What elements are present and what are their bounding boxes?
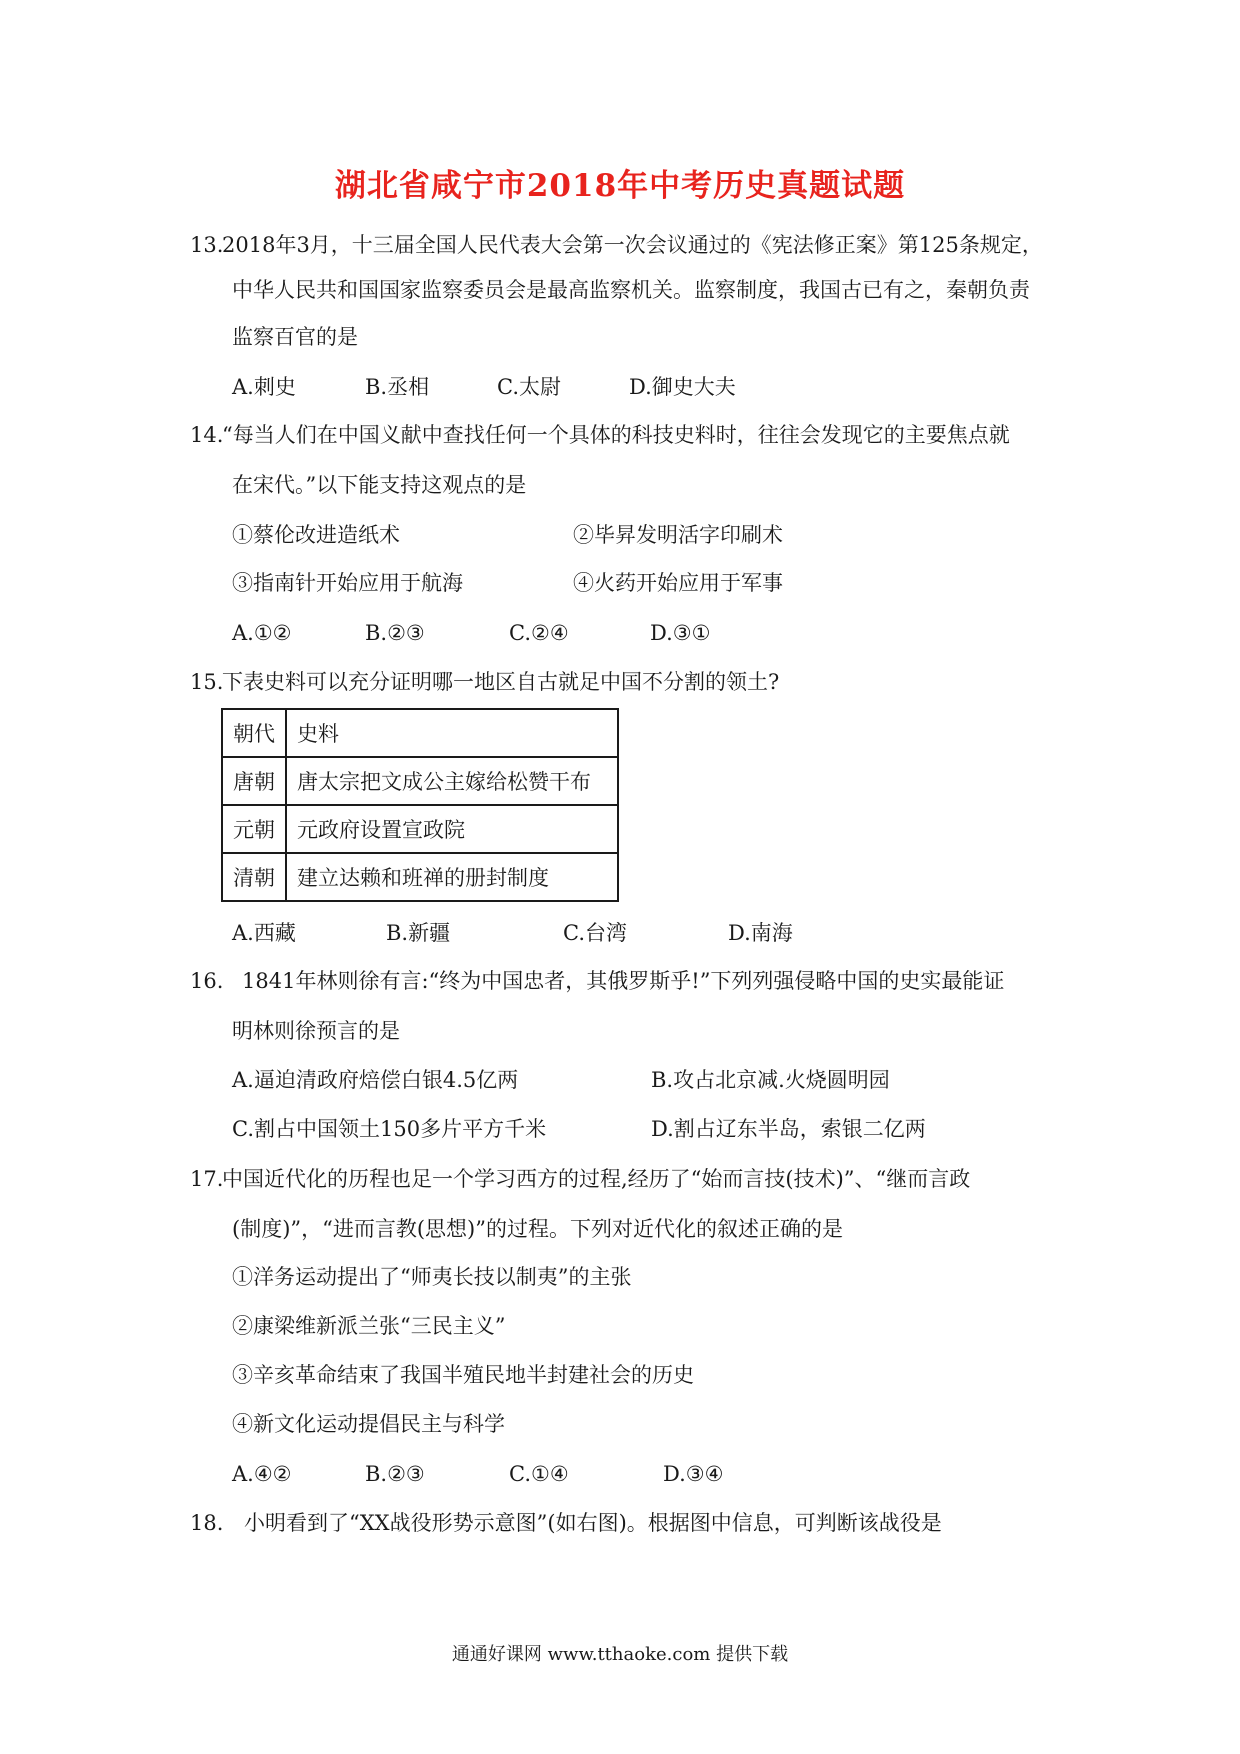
footer-download-note: 通通好课网 www.tthaoke.com 提供下载 — [451, 1644, 789, 1665]
question-text-line: 中华人民共和国国家监察委员会是最高监察机关。监察制度，我国古已有之，秦朝负责 — [232, 278, 1030, 302]
statement-item: ①洋务运动提出了“师夷长技以制夷”的主张 — [232, 1265, 632, 1289]
table-header: 朝代 — [222, 709, 286, 757]
option-b: B.②③ — [365, 1462, 425, 1486]
option-b: B.丞相 — [365, 375, 430, 399]
question-text-line: (制度)”，“进而言教(思想)”的过程。下列对近代化的叙述正确的是 — [232, 1217, 843, 1241]
option-d: D.③④ — [663, 1462, 724, 1486]
question-text-line: 1841年林则徐有言:“终为中国忠者，其俄罗斯乎!”下列列强侵略中国的史实最能证 — [242, 969, 1005, 993]
question-text-line: 在宋代。”以下能支持这观点的是 — [232, 473, 527, 497]
page-title: 湖北省咸宁市2018年中考历史真题试题 — [334, 168, 906, 204]
question-text-line: 下表史料可以充分证明哪一地区自古就足中国不分割的领土? — [222, 670, 780, 694]
option-c: C.②④ — [509, 621, 569, 645]
option-d: D.③① — [650, 621, 711, 645]
option-a: A.西藏 — [232, 921, 296, 945]
table-header: 史料 — [286, 709, 618, 757]
table-cell: 元朝 — [222, 805, 286, 853]
question-number: 15. — [190, 670, 224, 694]
question-number: 18. — [190, 1511, 224, 1535]
question-number: 16. — [190, 969, 224, 993]
question-text-line: 明林则徐预言的是 — [232, 1019, 400, 1043]
option-a: A.①② — [232, 621, 292, 645]
question-number: 14. — [190, 423, 224, 447]
source-table — [221, 708, 619, 902]
statement-item: ③辛亥革命结束了我国半殖民地半封建社会的历史 — [232, 1363, 694, 1387]
option-d: D.南海 — [728, 921, 793, 945]
question-text-line: 2018年3月，十三届全国人民代表大会第一次会议通过的《宪法修正案》第125条规定， — [222, 233, 1043, 257]
option-c: C.太尉 — [497, 375, 561, 399]
table-cell: 清朝 — [222, 853, 286, 901]
statement-item: ④火药开始应用于军事 — [573, 571, 783, 595]
option-a: A.④② — [232, 1462, 292, 1486]
table-cell: 唐太宗把文成公主嫁给松赞干布 — [286, 757, 618, 805]
table-header-row — [222, 709, 618, 757]
table-row — [222, 757, 618, 805]
question-text-line: 监察百官的是 — [232, 325, 358, 349]
option-d: D.割占辽东半岛，索银二亿两 — [651, 1117, 926, 1141]
statement-item: ①蔡伦改进造纸术 — [232, 523, 400, 547]
option-c: C.台湾 — [563, 921, 627, 945]
question-number: 17. — [190, 1167, 224, 1191]
option-b: B.②③ — [365, 621, 425, 645]
table-row — [222, 805, 618, 853]
option-a: A.逼迫清政府焙偿白银4.5亿两 — [232, 1068, 519, 1092]
question-text-line: 中国近代化的历程也足一个学习西方的过程,经历了“始而言技(技术)”、“继而言政 — [222, 1167, 971, 1191]
table-cell: 建立达赖和班禅的册封制度 — [286, 853, 618, 901]
question-text-line: “每当人们在中国义献中查找任何一个具体的科技史料时，往往会发现它的主要焦点就 — [222, 423, 1010, 447]
question-number: 13. — [190, 233, 224, 257]
option-c: C.①④ — [509, 1462, 569, 1486]
table-cell: 元政府设置宣政院 — [286, 805, 618, 853]
statement-item: ③指南针开始应用于航海 — [232, 571, 463, 595]
option-c: C.割占中国领土150多片平方千米 — [232, 1117, 547, 1141]
statement-item: ②毕昇发明活字印刷术 — [573, 523, 783, 547]
option-d: D.御史大夫 — [629, 375, 736, 399]
option-a: A.刺史 — [232, 375, 296, 399]
option-b: B.攻占北京减.火烧圆明园 — [651, 1068, 890, 1092]
table-row — [222, 853, 618, 901]
question-text-line: 小明看到了“XX战役形势示意图”(如右图)。根据图中信息，可判断该战役是 — [244, 1511, 942, 1535]
table-cell: 唐朝 — [222, 757, 286, 805]
option-b: B.新疆 — [386, 921, 451, 945]
statement-item: ②康梁维新派兰张“三民主义” — [232, 1314, 506, 1338]
statement-item: ④新文化运动提倡民主与科学 — [232, 1412, 505, 1436]
